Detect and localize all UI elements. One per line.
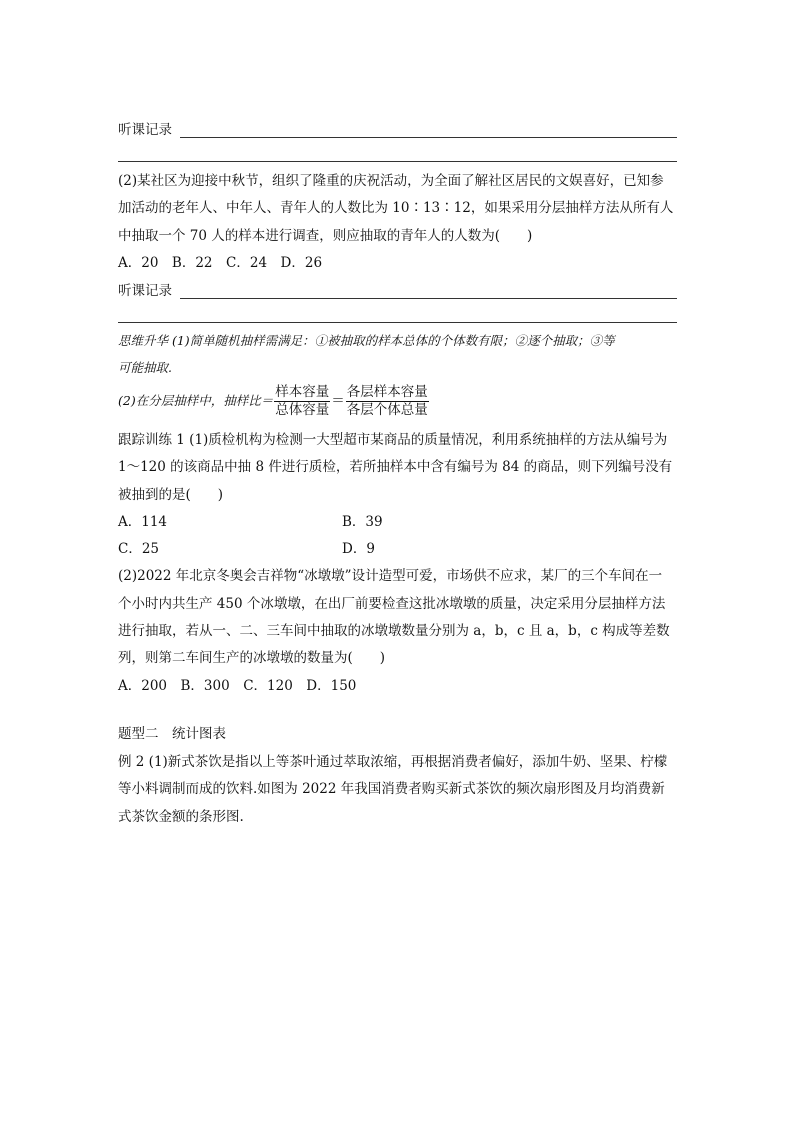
summary-line-2: 可能抽取. (118, 360, 172, 375)
summary-line-3 (118, 384, 430, 419)
option-a: A．114 (118, 514, 168, 530)
record-label: 听课记录 (118, 122, 172, 138)
record-row-1 (118, 120, 677, 140)
practice1-line-1: 跟踪训练 1 (1)质检机构为检测一大型超市某商品的质量情况，利用系统抽样的方法从编号为 (118, 432, 668, 448)
record-blank-line (118, 322, 677, 323)
option-d: D．9 (342, 541, 375, 557)
option-c: C．25 (118, 541, 160, 557)
fraction-numerator: 样本容量 (275, 384, 330, 400)
topic2-line-1: 例 2 (1)新式茶饮是指以上等茶叶通过萃取浓缩，再根据消费者偏好，添加牛奶、坚果、柠檬 (118, 754, 668, 770)
q2-line-1: (2)某社区为迎接中秋节，组织了隆重的庆祝活动，为全面了解社区居民的文娱喜好，已知参 (118, 173, 664, 189)
record-fill-line (180, 298, 677, 299)
record-label: 听课记录 (118, 283, 172, 299)
practice2-line-2: 个小时内共生产 450 个冰墩墩，在出厂前要检查这批冰墩墩的质量，决定采用分层抽样方法 (118, 596, 666, 612)
record-blank-line (118, 161, 677, 162)
option-b: B．39 (342, 514, 383, 530)
practice1-line-2: 1～120 的该商品中抽 8 件进行质检，若所抽样本中含有编号为 84 的商品，则下列编号没有 (118, 459, 673, 475)
practice2-line-4: 列，则第二车间生产的冰墩墩的数量为( ) (118, 650, 386, 666)
practice1-line-3: 被抽到的是( ) (118, 487, 224, 503)
record-row-2 (118, 281, 677, 301)
fraction-numerator: 各层样本容量 (346, 384, 428, 400)
practice2-options: A．200 B．300 C．120 D．150 (118, 678, 357, 694)
topic2-line-3: 式茶饮金额的条形图. (118, 809, 244, 825)
fraction-denominator: 各层个体总量 (346, 402, 428, 418)
fraction-denominator: 总体容量 (275, 402, 330, 418)
summary-prefix: (2)在分层抽样中，抽样比＝ (118, 393, 274, 408)
summary-line-1: 思维升华 (1)简单随机抽样需满足：①被抽取的样本总体的个体数有限；②逐个抽取；③等 (118, 333, 615, 348)
q2-line-3: 中抽取一个 70 人的样本进行调查，则应抽取的青年人的人数为( ) (118, 228, 533, 244)
practice2-line-1: (2)2022 年北京冬奥会吉祥物“冰墩墩”设计造型可爱，市场供不应求，某厂的三个车间在一 (118, 568, 663, 584)
topic2-heading: 题型二 统计图表 (118, 726, 226, 742)
q2-options: A．20 B．22 C．24 D．26 (118, 255, 323, 271)
practice2-line-3: 进行抽取，若从一、二、三车间中抽取的冰墩墩数量分别为 a，b，c 且 a，b，c 构成等差数 (118, 623, 670, 639)
q2-line-2: 加活动的老年人、中年人、青年人的人数比为 10∶13∶12，如果采用分层抽样方法从所有人 (118, 200, 674, 216)
topic2-line-2: 等小料调制而成的饮料.如图为 2022 年我国消费者购买新式茶饮的频次扇形图及月均消费新 (118, 781, 665, 797)
equals-sign: ＝ (331, 393, 345, 409)
fraction-layer-ratio (346, 384, 429, 419)
record-fill-line (180, 137, 677, 138)
fraction-sample-ratio (274, 384, 330, 419)
